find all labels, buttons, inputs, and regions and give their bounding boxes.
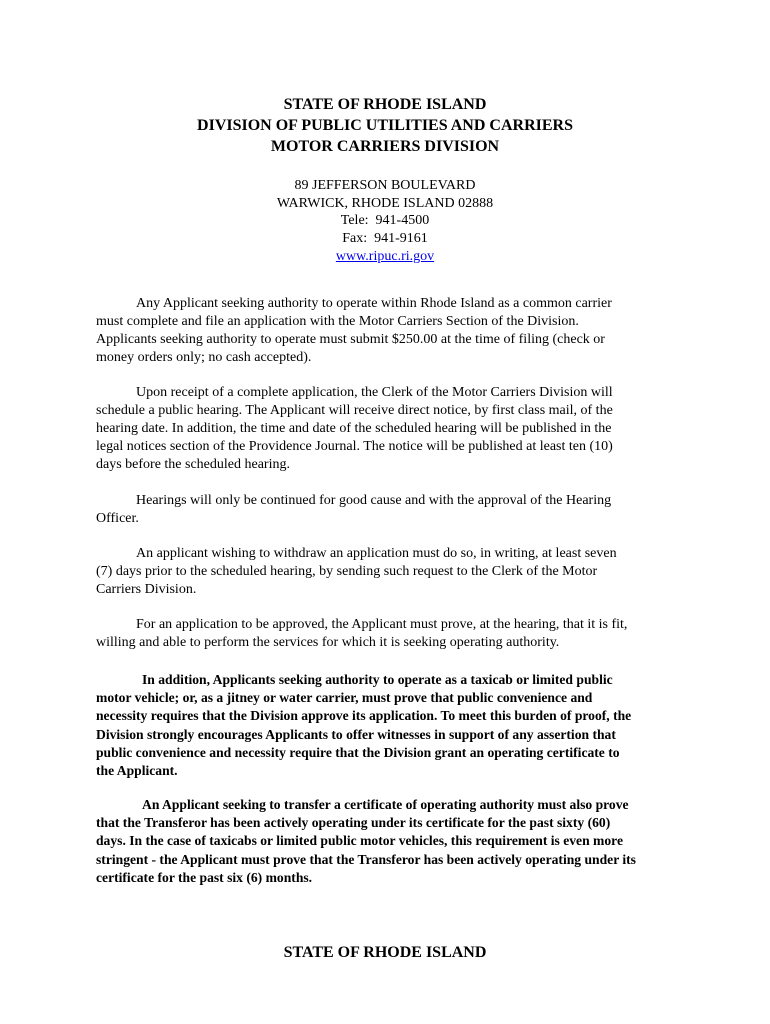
address-street: 89 JEFFERSON BOULEVARD bbox=[294, 178, 476, 193]
address-telephone: Tele: 941-4500 bbox=[340, 213, 430, 229]
website-link[interactable]: www.ripuc.ri.gov bbox=[335, 248, 435, 264]
paragraph-text: An applicant wishing to withdraw an application must do so, in writing, at least seven (7) days prior to the scheduled hearing, by sending such request to the Clerk of the Motor Carriers Division. bbox=[96, 546, 617, 598]
paragraph-text-bold: In addition, Applicants seeking authority to operate as a taxicab or limited public motor vehicle; or, as a jitney or water carrier, must prove that public convenience and necessity requires that the Division approve its application. To meet this burden of proof, the Division strongly encourages Applicants to offer witnesses in support of any assertion that public convenience and necessity require that the Division grant an operating certificate to the Applicant. bbox=[96, 672, 632, 779]
paragraph-public-convenience bbox=[96, 671, 636, 780]
document-header bbox=[0, 94, 770, 157]
address-website-line bbox=[0, 248, 770, 266]
paragraph-text: Hearings will only be continued for good cause and with the approval of the Hearing Officer. bbox=[96, 493, 612, 527]
paragraph-text: Any Applicant seeking authority to operate within Rhode Island as a common carrier must complete and file an application with the Motor Carriers Section of the Division. Applicants seeking authority to operate must submit $250.00 at the time of filing (check or money orders only; no cash accepted). bbox=[96, 296, 612, 366]
paragraph-text: For an application to be approved, the Applicant must prove, at the hearing, that it is fit, willing and able to perform the services for which it is seeking operating authority. bbox=[96, 617, 628, 651]
contact-address-block bbox=[0, 177, 770, 266]
paragraph-text-bold: An Applicant seeking to transfer a certificate of operating authority must also prove that the Transferor has been actively operating under its certificate for the past sixty (60) days. In the case of taxicabs or limited public motor vehicles, this requirement is even more stringent - the Applicant must prove that the Transferor has been actively operating under its certificate for the past six (6) months. bbox=[96, 797, 636, 885]
paragraph-text: Upon receipt of a complete application, the Clerk of the Motor Carriers Division will schedule a public hearing. The Applicant will receive direct notice, by first class mail, of the hearing date. In addition, the time and date of the scheduled hearing will be published in the legal notices section of the Providence Journal. The notice will be published at least ten (10) days before the scheduled hearing. bbox=[96, 385, 613, 473]
header-state-title: STATE OF RHODE ISLAND bbox=[283, 96, 487, 113]
paragraph-continuance bbox=[96, 492, 636, 528]
header-division-title: DIVISION OF PUBLIC UTILITIES AND CARRIERS bbox=[197, 117, 573, 134]
address-city: WARWICK, RHODE ISLAND 02888 bbox=[276, 195, 494, 211]
address-fax: Fax: 941-9161 bbox=[342, 231, 428, 247]
paragraph-withdrawal bbox=[96, 545, 636, 599]
paragraph-transfer bbox=[96, 796, 636, 887]
paragraph-public-hearing bbox=[96, 384, 636, 474]
paragraph-approval bbox=[96, 616, 636, 652]
header-section-title: MOTOR CARRIERS DIVISION bbox=[270, 138, 500, 155]
paragraph-filing-fee bbox=[96, 295, 636, 367]
next-page-heading: STATE OF RHODE ISLAND bbox=[283, 944, 487, 961]
